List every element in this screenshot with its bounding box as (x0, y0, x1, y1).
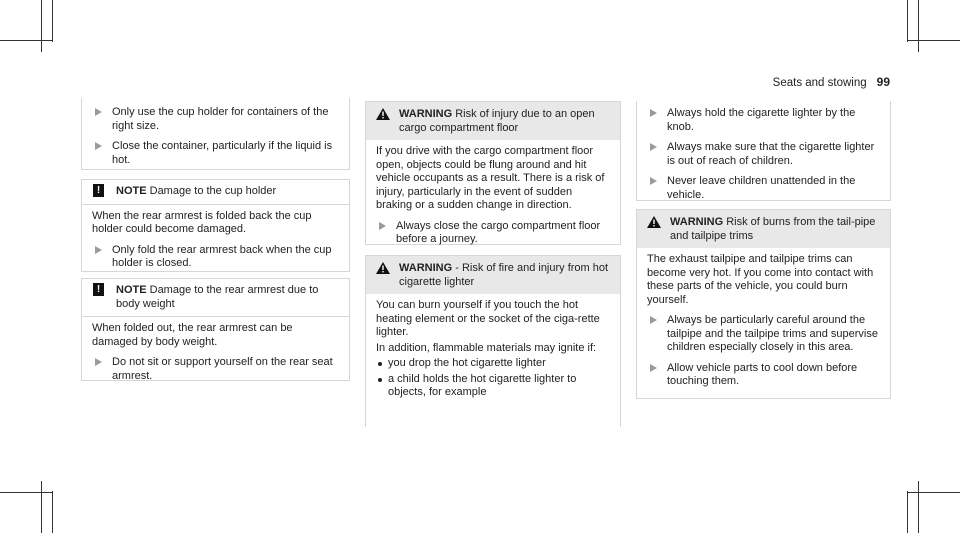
page-number: 99 (876, 75, 890, 89)
note-cup-holder (81, 179, 350, 272)
arrow-bullet-icon (95, 142, 102, 150)
arrow-bullet-icon (650, 109, 657, 117)
bullet-dot-icon (378, 362, 382, 366)
crop-mark (52, 491, 53, 533)
arrow-bullet-icon (95, 108, 102, 116)
warning-body: If you drive with the cargo compartment floor open, objects could be flung around and hit vehicle occupants as a result. There is a risk of injury, particularly in the event of sudden braking or a sudden change in direction. (376, 145, 605, 211)
warning-tailpipe (636, 209, 891, 399)
crop-mark (41, 481, 42, 533)
list-item: Do not sit or support yourself on the rear seat armrest. (82, 356, 349, 383)
warning-triangle-icon (376, 108, 390, 120)
crop-mark (918, 0, 919, 52)
bullet-item: a child holds the hot cigarette lighter to objects, for example (376, 373, 610, 400)
arrow-bullet-icon (95, 246, 102, 254)
arrow-bullet-icon (650, 143, 657, 151)
crop-mark (41, 0, 42, 52)
list-item: Allow vehicle parts to cool down before touching them. (637, 362, 890, 389)
warning-triangle-icon (647, 216, 661, 228)
bullet-item: you drop the hot cigarette lighter (376, 357, 610, 371)
list-item: Close the container, particularly if the liquid is hot. (82, 140, 349, 167)
list-item: Always close the cargo compartment floor before a journey. (366, 220, 620, 247)
warning-cigarette-lighter (365, 255, 621, 427)
crop-mark (0, 492, 52, 493)
list-item: Only use the cup holder for containers of the right size. (82, 106, 349, 133)
warning-body: The exhaust tailpipe and tailpipe trims can become very hot. If you come into contact with these parts of the vehicle, you could burn yourself. (647, 253, 874, 306)
cup-holder-instructions (81, 98, 350, 170)
crop-mark (0, 40, 52, 41)
note-body: When the rear armrest is folded back the cup holder could become damaged. (92, 209, 312, 235)
stop-icon: ! (93, 283, 104, 296)
stop-icon: ! (93, 184, 104, 197)
list-item: Always hold the cigarette lighter by the knob. (637, 107, 890, 134)
bullet-dot-icon (378, 378, 382, 382)
list-item: Always be particularly careful around the tailpipe and the tailpipe trims and supervise children especially closely in this area. (637, 314, 890, 355)
arrow-bullet-icon (95, 358, 102, 366)
running-header (773, 75, 890, 89)
arrow-bullet-icon (650, 316, 657, 324)
warning-header: WARNING Risk of burns from the tail-pipe and tailpipe trims (637, 210, 890, 248)
crop-mark (907, 0, 908, 42)
crop-mark (52, 0, 53, 42)
arrow-bullet-icon (650, 364, 657, 372)
list-item: Always make sure that the cigarette lighter is out of reach of children. (637, 141, 890, 168)
cigarette-lighter-instructions (636, 101, 891, 201)
crop-mark (908, 40, 960, 41)
crop-mark (908, 492, 960, 493)
note-header: ! NOTE Damage to the cup holder (82, 180, 349, 205)
warning-body: You can burn yourself if you touch the hot heating element or the socket of the ciga-rette lighter. (376, 299, 600, 338)
warning-header: WARNING Risk of injury due to an open cargo compartment floor (366, 102, 620, 140)
arrow-bullet-icon (650, 177, 657, 185)
note-rear-armrest (81, 278, 350, 381)
warning-cargo-floor (365, 101, 621, 245)
warning-body: In addition, flammable materials may ignite if: (376, 341, 597, 354)
warning-header: WARNING - Risk of fire and injury from hot cigarette lighter (366, 256, 620, 294)
crop-mark (918, 481, 919, 533)
section-title: Seats and stowing (772, 77, 867, 89)
list-item: Only fold the rear armrest back when the cup holder is closed. (82, 244, 349, 271)
note-header: ! NOTE Damage to the rear armrest due to body weight (82, 279, 349, 317)
note-body: When folded out, the rear armrest can be damaged by body weight. (92, 322, 293, 348)
arrow-bullet-icon (379, 222, 386, 230)
list-item: Never leave children unattended in the vehicle. (637, 175, 890, 202)
crop-mark (907, 491, 908, 533)
warning-triangle-icon (376, 262, 390, 274)
